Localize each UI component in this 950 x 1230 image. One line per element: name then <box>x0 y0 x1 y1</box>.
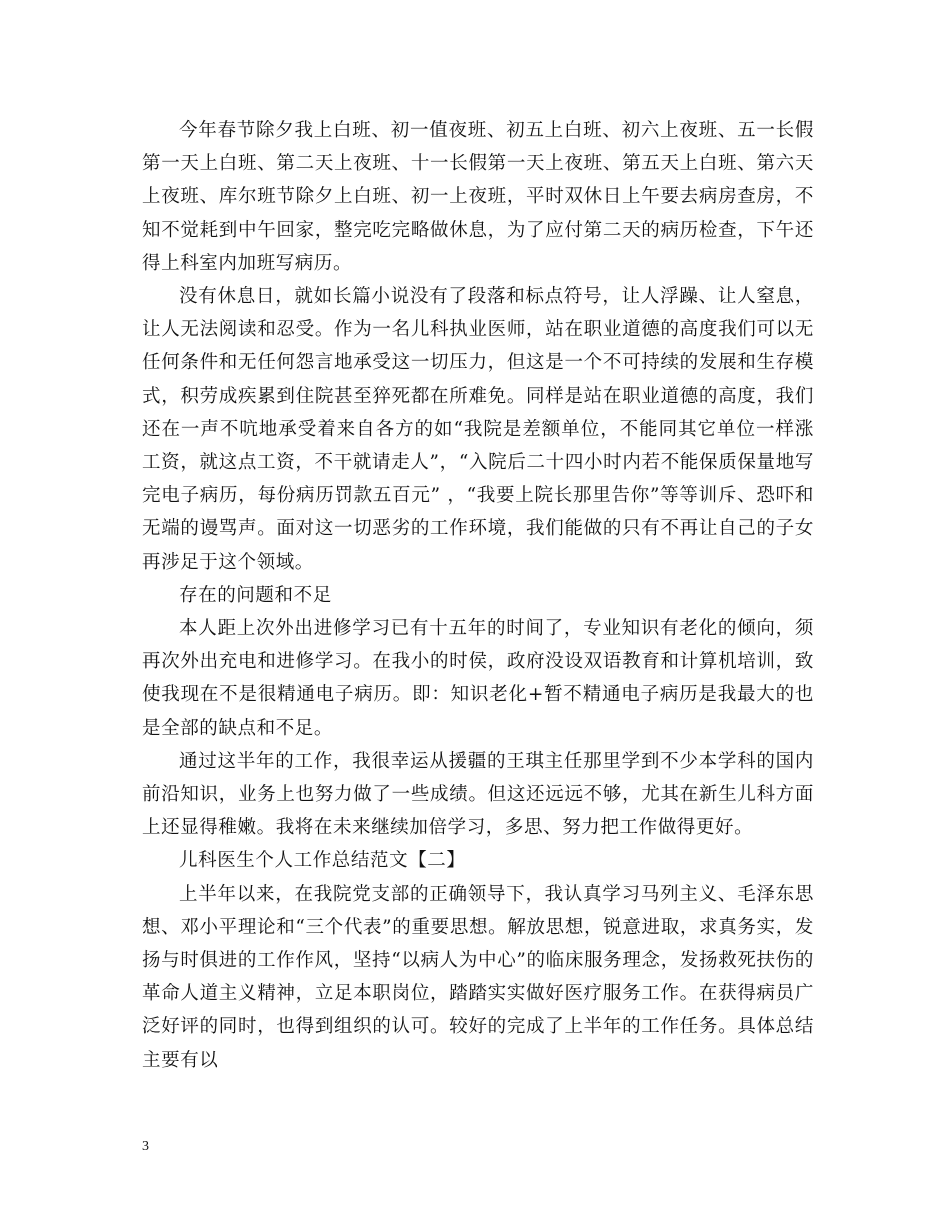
section-heading-sample-two: 儿科医生个人工作总结范文【二】 <box>179 850 466 872</box>
paragraph-no-rest-days: 没有休息日，就如长篇小说没有了段落和标点符号，让人浮躁、让人窒息，让人无法阅读和忍受。作为一名儿科执业医师，站在职业道德的高度我们可以无任何条件和无任何怨言地承受这一切压力，但这是一个不可持续的发展和生存模式，积劳成疾累到住院甚至猝死都在所难免。同样是站在职业道德的高度，我们还在一声不吭地承受着来自各方的如“我院是差额单位，不能同其它单位一样涨工资，就这点工资，不干就请走人”，“入院后二十四小时内若不能保质保量地写完电子病历，每份病历罚款五百元” ，“我要上院长那里告你”等等训斥、恐吓和无端的谩骂声。面对这一切恶劣的工作环境，我们能做的只有不再让自己的子女再涉足于这个领域。 <box>142 286 814 573</box>
page-number: 3 <box>142 1139 149 1154</box>
section-heading-problems: 存在的问题和不足 <box>179 584 332 606</box>
paragraph-party-study: 上半年以来，在我院党支部的正确领导下，我认真学习马列主义、毛泽东思想、邓小平理论和“三个代表”的重要思想。解放思想，锐意进取，求真务实，发扬与时俱进的工作作风，坚持“以病人为中心”的临床服务理念，发扬救死扶伤的革命人道主义精神，立足本职岗位，踏踏实实做好医疗服务工作。在获得病员广泛好评的同时，也得到组织的认可。较好的完成了上半年的工作任务。具体总结主要有以 <box>142 883 814 1071</box>
document-body <box>142 114 814 1077</box>
paragraph-further-study: 本人距上次外出进修学习已有十五年的时间了，专业知识有老化的倾向，须再次外出充电和进修学习。在我小的时侯，政府没设双语教育和计算机培训，致使我现在不是很精通电子病历。即：知识老化+暂不精通电子病历是我最大的也是全部的缺点和不足。 <box>142 618 814 739</box>
paragraph-half-year-work: 通过这半年的工作，我很幸运从援疆的王琪主任那里学到不少本学科的国内前沿知识，业务上也努力做了一些成绩。但这还远远不够，尤其在新生儿科方面上还显得稚嫩。我将在未来继续加倍学习，多思、努力把工作做得更好。 <box>142 750 814 839</box>
paragraph-holiday-shifts: 今年春节除夕我上白班、初一值夜班、初五上白班、初六上夜班、五一长假第一天上白班、第二天上夜班、十一长假第一天上夜班、第五天上白班、第六天上夜班、库尔班节除夕上白班、初一上夜班，平时双休日上午要去病房查房，不知不觉耗到中午回家，整完吃完略做休息，为了应付第二天的病历检查，下午还得上科室内加班写病历。 <box>142 120 814 274</box>
